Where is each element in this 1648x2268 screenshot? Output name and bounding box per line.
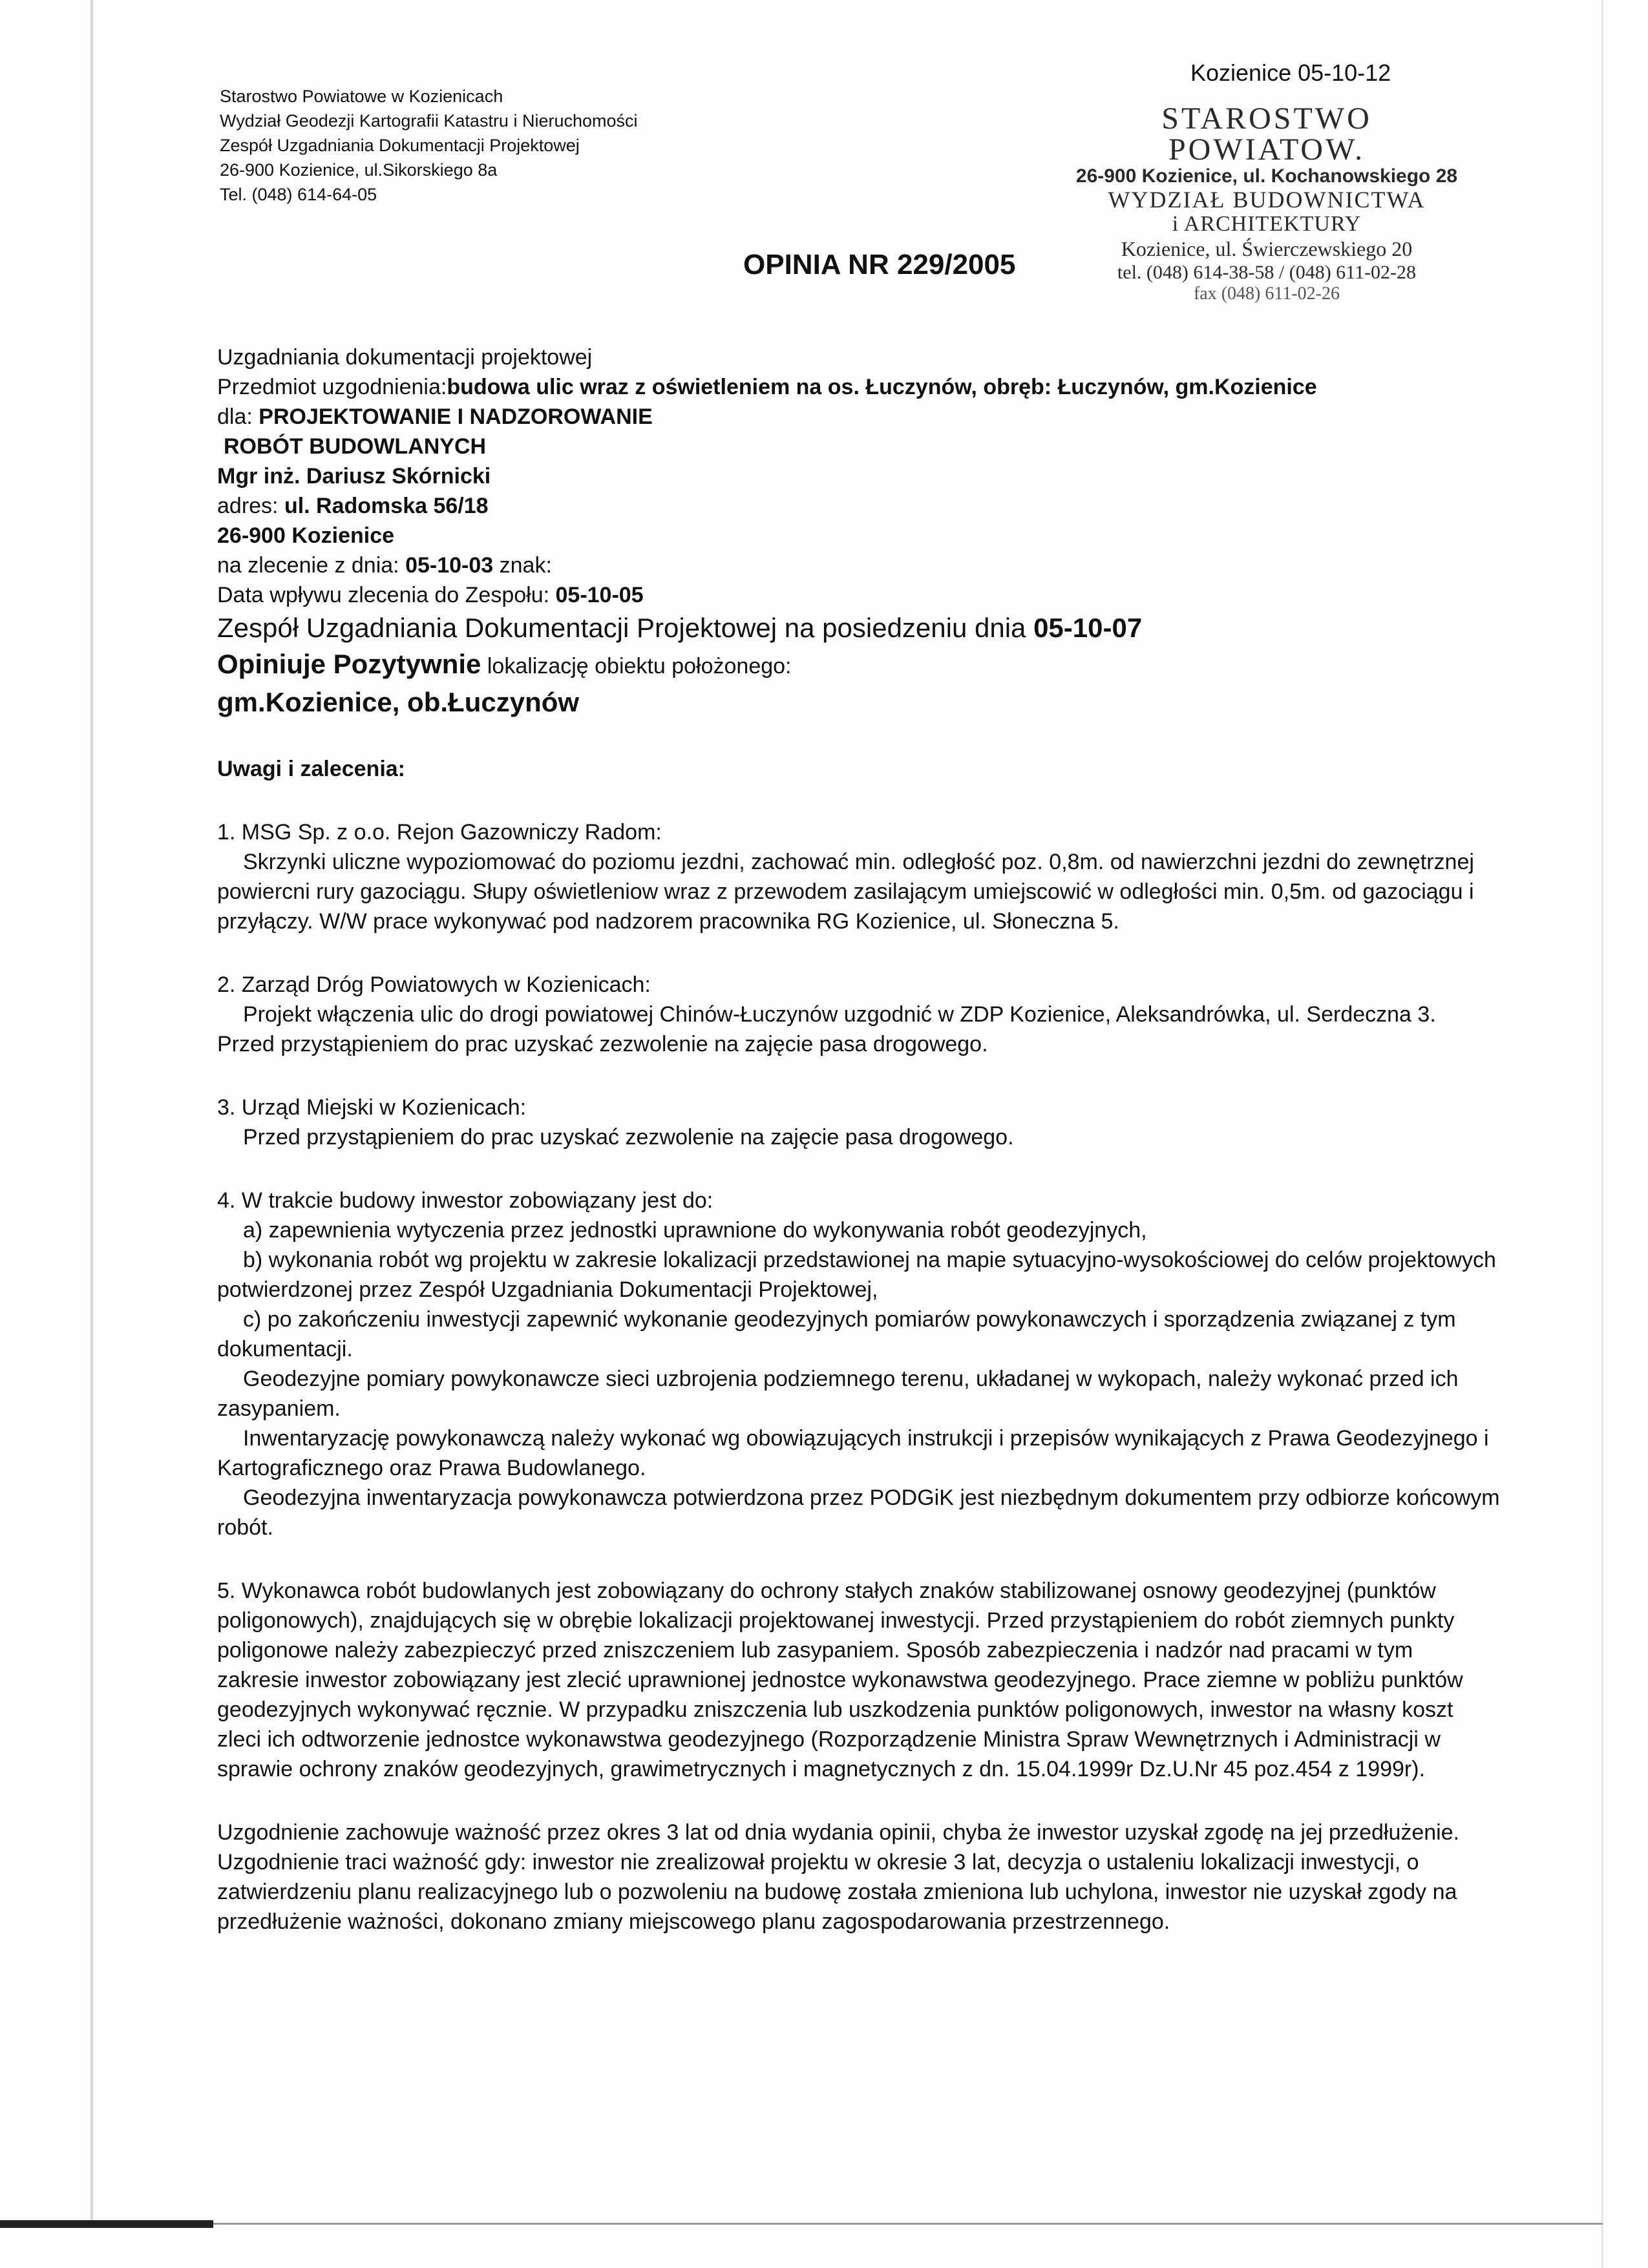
section-head: 4. W trakcie budowy inwestor zobowiązany jest do:	[217, 1188, 713, 1213]
location-line: gm.Kozienice, ob.Łuczynów	[217, 687, 580, 717]
sender-line: Wydział Geodezji Kartografii Katastru i Nieruchomości	[220, 111, 638, 131]
remarks-title: Uwagi i zalecenia:	[217, 757, 405, 781]
receipt-date-value: 05-10-05	[555, 583, 644, 607]
scan-edge-right	[1601, 0, 1603, 2268]
list-item-b: b) wykonania robót wg projektu w zakresie lokalizacji przedstawionej na mapie sytuacyjno-wysokościowej do celów projektowych	[243, 1248, 1496, 1272]
stamp-line: 26-900 Kozienice, ul. Kochanowskiego 28	[1075, 165, 1458, 187]
validity-text: przedłużenie ważności, dokonano zmiany miejscowego planu zagospodarowania przestrzennego.	[217, 1909, 1170, 1934]
section-5	[217, 1576, 1503, 1784]
validity-text: Uzgodnienie zachowuje ważność przez okres 3 lat od dnia wydania opinii, chyba że inwestor uzyskał zgodę na jej przedłużenie.	[217, 1820, 1460, 1845]
section-text: 5. Wykonawca robót budowlanych jest zobowiązany do ochrony stałych znaków stabilizowanej osnowy geodezyjnej (punktów	[217, 1579, 1436, 1603]
scan-edge-left	[90, 0, 93, 2223]
order-date-value: 05-10-03	[405, 553, 494, 578]
meeting-label: Zespół Uzgadniania Dokumentacji Projektowej na posiedzeniu dnia	[217, 613, 1034, 643]
section-text: zleci ich odtworzenie jednostce wykonawstwa geodezyjnego (Rozporządzenie Ministra Spraw Wewnętrznych i Administracji w	[217, 1727, 1441, 1752]
document-title: OPINIA NR 229/2005	[743, 249, 1016, 280]
office-stamp	[1060, 103, 1474, 304]
section-text: poligonowych), znajdujących się w obrębie lokalizacji projektowanej inwestycji. Przed przystąpieniem do robót ziemnych punkty	[217, 1608, 1455, 1633]
section-text: Inwentaryzację powykonawczą należy wykonać wg obowiązujących instrukcji i przepisów wynikających z Prawa Geodezyjnego i	[243, 1426, 1489, 1451]
opinion-line	[217, 646, 1503, 684]
section-text: Przed przystąpieniem do prac uzyskać zezwolenie na zajęcie pasa drogowego.	[243, 1125, 1014, 1150]
order-date-line	[217, 551, 1503, 580]
document-body	[217, 342, 1503, 1937]
subject-label: Przedmiot uzgodnienia:	[217, 375, 447, 399]
scan-bottom-edge	[0, 2209, 1648, 2268]
scan-bottom-thick-line	[0, 2220, 213, 2228]
address-value: ul. Radomska 56/18	[284, 494, 489, 518]
client-line-2: ROBÓT BUDOWLANYCH	[224, 434, 487, 459]
section-head: 1. MSG Sp. z o.o. Rejon Gazowniczy Radom:	[217, 820, 662, 845]
stamp-line: i ARCHITEKTURY	[1172, 212, 1362, 236]
subject-value: budowa ulic wraz z oświetleniem na os. Łuczynów, obręb: Łuczynów, gm.Kozienice	[447, 375, 1317, 399]
section-text: zakresie inwestor zobowiązany jest zlecić uprawnionej jednostce wykonawstwa geodezyjnego. Prace ziemne w pobliżu punktów	[217, 1668, 1463, 1692]
section-text: Kartograficznego oraz Prawa Budowlanego.	[217, 1456, 646, 1480]
list-item-a: a) zapewnienia wytyczenia przez jednostki uprawnione do wykonywania robót geodezyjnych,	[243, 1218, 1147, 1243]
stamp-line: WYDZIAŁ BUDOWNICTWA	[1108, 187, 1426, 213]
stamp-line: tel. (048) 614-38-58 / (048) 611-02-28	[1117, 262, 1417, 283]
section-3	[217, 1093, 1503, 1152]
meeting-line	[217, 610, 1503, 646]
order-date-label: na zlecenie z dnia:	[217, 553, 406, 578]
stamp-line: Kozienice, ul. Świerczewskiego 20	[1121, 237, 1413, 260]
section-text: Geodezyjna inwentaryzacja powykonawcza potwierdzona przez PODGiK jest niezbędnym dokumentem przy odbiorze końcowym	[243, 1486, 1500, 1510]
validity-text: zatwierdzeniu planu realizacyjnego lub o pozwoleniu na budowę została zmieniona lub uchylona, inwestor nie uzyskał zgody na	[217, 1880, 1457, 1904]
section-text: Projekt włączenia ulic do drogi powiatowej Chinów-Łuczynów uzgodnić w ZDP Kozienice, Aleksandrówka, ul. Serdeczna 3.	[243, 1002, 1436, 1027]
order-ref-label: znak:	[493, 553, 552, 578]
section-text: powiercni rury gazociągu. Słupy oświetleniow wraz z przewodem zasilającym umiejscowić w odległości min. 0,5m. od gazociągu i	[217, 879, 1474, 904]
section-text: geodezyjnych wykonywać ręcznie. W przypadku zniszczenia lub uszkodzenia punktów poligonowych, inwestor na własny koszt	[217, 1697, 1453, 1722]
validity-section	[217, 1818, 1503, 1937]
section-text: Przed przystąpieniem do prac uzyskać zezwolenie na zajęcie pasa drogowego.	[217, 1032, 988, 1056]
section-text: sprawie ochrony znaków geodezyjnych, grawimetrycznych i magnetycznych z dn. 15.04.1999r Dz.U.Nr 45 poz.454 z 1999r).	[217, 1757, 1426, 1781]
sender-line: Starostwo Powiatowe w Kozienicach	[220, 87, 503, 106]
opinion-text: lokalizację obiektu położonego:	[481, 654, 792, 678]
address-line	[217, 491, 1503, 521]
section-text: poligonowe należy zabezpieczyć przed zniszczeniem lub zasypaniem. Sposób zabezpieczenia i nadzór nad pracami w tym	[217, 1638, 1413, 1663]
intro-line: Uzgadniania dokumentacji projektowej	[217, 345, 593, 370]
sender-line: Zespół Uzgadniania Dokumentacji Projektowej	[220, 136, 580, 155]
receipt-date-line	[217, 580, 1503, 610]
section-head: 3. Urząd Miejski w Kozienicach:	[217, 1095, 527, 1120]
section-4	[217, 1186, 1503, 1542]
section-text: przyłączy. W/W prace wykonywać pod nadzorem pracownika RG Kozienice, ul. Słoneczna 5.	[217, 909, 1119, 934]
subject-line	[217, 372, 1503, 402]
meeting-date: 05-10-07	[1033, 613, 1143, 643]
sender-header	[220, 84, 638, 207]
client-value: PROJEKTOWANIE I NADZOROWANIE	[259, 404, 653, 429]
section-2	[217, 970, 1503, 1059]
stamp-line: fax (048) 611-02-26	[1193, 284, 1340, 304]
list-item-b-cont: potwierdzonej przez Zespół Uzgadniania Dokumentacji Projektowej,	[217, 1277, 878, 1302]
section-1	[217, 817, 1503, 936]
section-head: 2. Zarząd Dróg Powiatowych w Kozienicach:	[217, 972, 651, 997]
list-item-c: c) po zakończeniu inwestycji zapewnić wykonanie geodezyjnych pomiarów powykonawczych i sporządzenia związanej z tym	[243, 1307, 1456, 1332]
postal-line: 26-900 Kozienice	[217, 523, 395, 548]
section-text: Skrzynki uliczne wypoziomować do poziomu jezdni, zachować min. odległość poz. 0,8m. od nawierzchni jezdni do zewnętrznej	[243, 850, 1474, 874]
client-label: dla:	[217, 404, 259, 429]
address-label: adres:	[217, 494, 284, 518]
client-line	[217, 402, 1503, 432]
section-text: Geodezyjne pomiary powykonawcze sieci uzbrojenia podziemnego terenu, układanej w wykopach, należy wykonać przed ich	[243, 1367, 1459, 1391]
section-text: robót.	[217, 1515, 273, 1540]
client-name: Mgr inż. Dariusz Skórnicki	[217, 464, 491, 488]
sender-line: Tel. (048) 614-64-05	[220, 185, 377, 204]
document-date: Kozienice 05-10-12	[1190, 59, 1391, 86]
section-text: zasypaniem.	[217, 1396, 341, 1421]
scan-bottom-thin-line	[213, 2223, 1603, 2225]
opinion-verdict: Opiniuje Pozytywnie	[217, 649, 481, 679]
list-item-c-cont: dokumentacji.	[217, 1337, 353, 1361]
sender-line: 26-900 Kozienice, ul.Sikorskiego 8a	[220, 160, 498, 180]
validity-text: Uzgodnienie traci ważność gdy: inwestor nie zrealizował projektu w okresie 3 lat, decyzja o ustaleniu lokalizacji inwestycji, o	[217, 1850, 1419, 1874]
stamp-line: STAROSTWO POWIATOW.	[1161, 101, 1372, 167]
receipt-date-label: Data wpływu zlecenia do Zespołu:	[217, 583, 556, 607]
